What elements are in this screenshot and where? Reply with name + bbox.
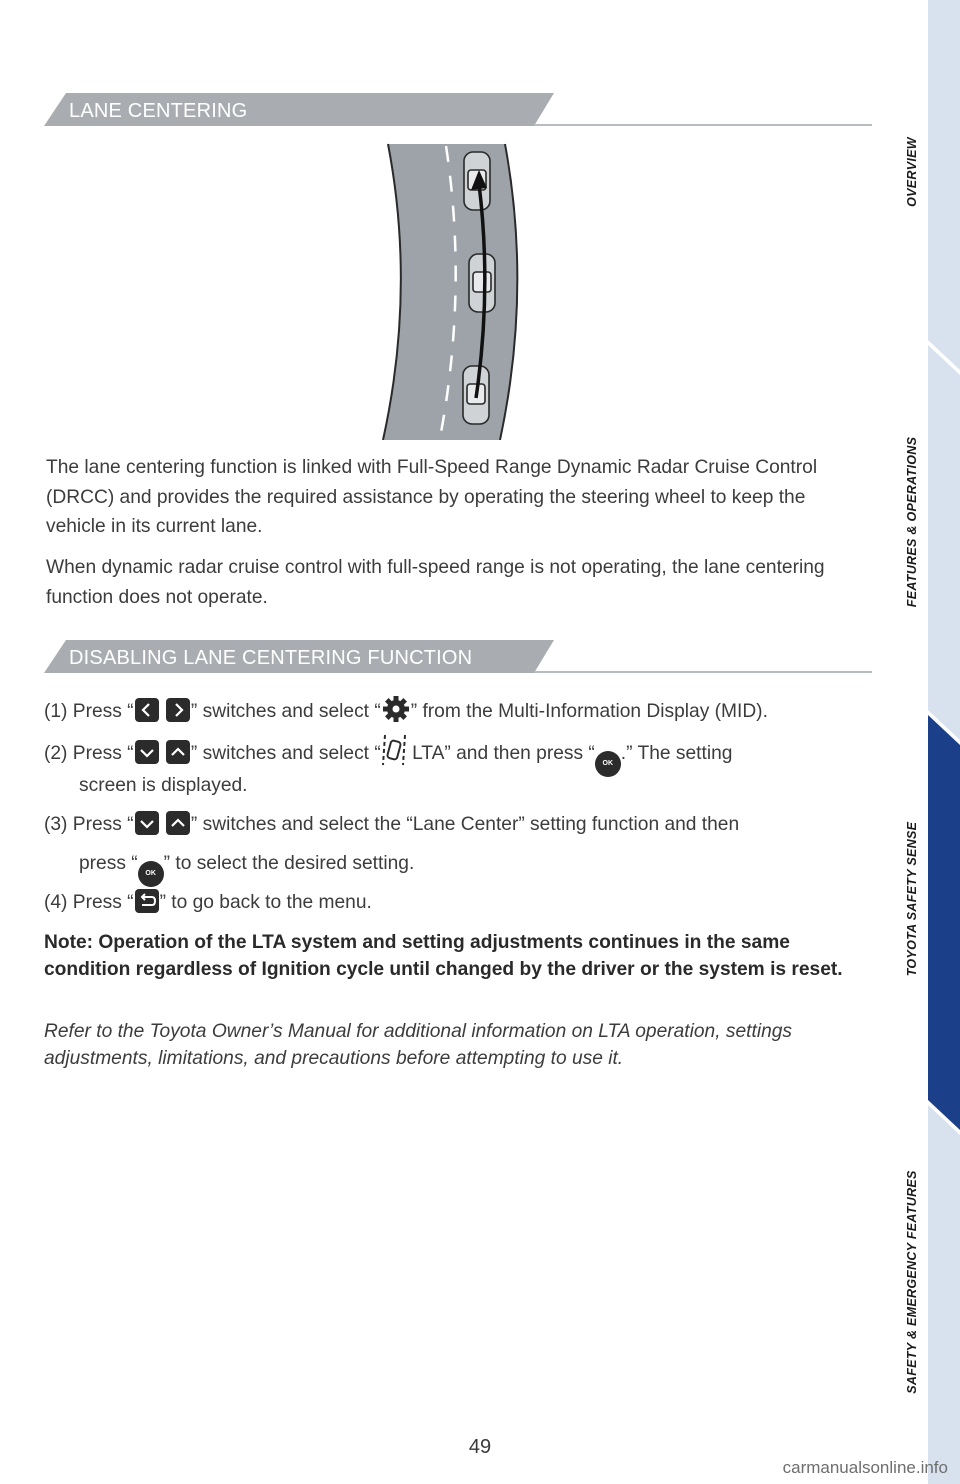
- tab-emergency-bg[interactable]: [928, 1105, 960, 1484]
- note-paragraph: Note: Operation of the LTA system and setting adjustments continues in the same condition regardless of Ignition cycle until changed by the driver or the system is reset.: [44, 932, 843, 980]
- chevron-up-icon: [166, 740, 190, 764]
- section-banner-lane-centering: [44, 93, 554, 126]
- tab-overview[interactable]: OVERVIEW: [905, 137, 919, 207]
- chevron-down-icon: [135, 811, 159, 835]
- step-3-continued: press “ OK ” to select the desired setting.: [79, 850, 414, 887]
- step-2-continued: screen is displayed.: [79, 775, 248, 796]
- chevron-right-icon: [166, 698, 190, 722]
- step-1: (1) Press “ ” switches and select “ ” from the Multi-Information Display (MID).: [44, 694, 768, 726]
- side-tab-strip: [928, 0, 960, 1484]
- gear-icon: [381, 694, 411, 724]
- tab-features-operations[interactable]: FEATURES & OPERATIONS: [905, 436, 919, 608]
- tab-overview-bg[interactable]: [928, 0, 960, 370]
- page-number: 49: [468, 1436, 492, 1458]
- tab-safety-emergency-features[interactable]: SAFETY & EMERGENCY FEATURES: [905, 1170, 919, 1394]
- refer-paragraph: Refer to the Toyota Owner’s Manual for additional information on LTA operation, settings adjustments, limitations, and precautions before attempting to use it.: [44, 1021, 793, 1069]
- lta-icon: [381, 733, 407, 767]
- section-title: DISABLING LANE CENTERING FUNCTION: [69, 647, 473, 669]
- side-tab-shapes: [928, 0, 960, 1484]
- section-banner-disabling: [44, 640, 554, 673]
- car-middle: [469, 254, 495, 312]
- ok-button-icon: OK: [138, 861, 164, 887]
- step-4: (4) Press “ ” to go back to the menu.: [44, 889, 372, 917]
- watermark[interactable]: carmanualsonline.info: [782, 1458, 948, 1477]
- intro-paragraph-1: The lane centering function is linked with Full-Speed Range Dynamic Radar Cruise Control (DRCC) and provides the required assistance by operating the steering wheel to keep the vehicle in its current lane.: [46, 457, 818, 537]
- step-3: (3) Press “ ” switches and select the “Lane Center” setting function and then: [44, 811, 739, 839]
- tab-features-bg[interactable]: [928, 345, 960, 740]
- back-arrow-icon: [135, 889, 159, 913]
- section-rule: [534, 671, 872, 673]
- section-title: LANE CENTERING: [69, 100, 248, 122]
- intro-paragraph-2: When dynamic radar cruise control with full-speed range is not operating, the lane centering function does not operate.: [46, 557, 825, 608]
- lane-centering-illustration: [380, 140, 530, 440]
- tab-toyota-safety-sense[interactable]: TOYOTA SAFETY SENSE: [905, 821, 919, 977]
- chevron-left-icon: [135, 698, 159, 722]
- step-2: (2) Press “ ” switches and select “ LTA” and then press “ OK .” The setting: [44, 733, 732, 777]
- chevron-down-icon: [135, 740, 159, 764]
- section-rule: [534, 124, 872, 126]
- tab-safety-sense-bg[interactable]: [928, 715, 960, 1130]
- chevron-up-icon: [166, 811, 190, 835]
- ok-button-icon: OK: [595, 751, 621, 777]
